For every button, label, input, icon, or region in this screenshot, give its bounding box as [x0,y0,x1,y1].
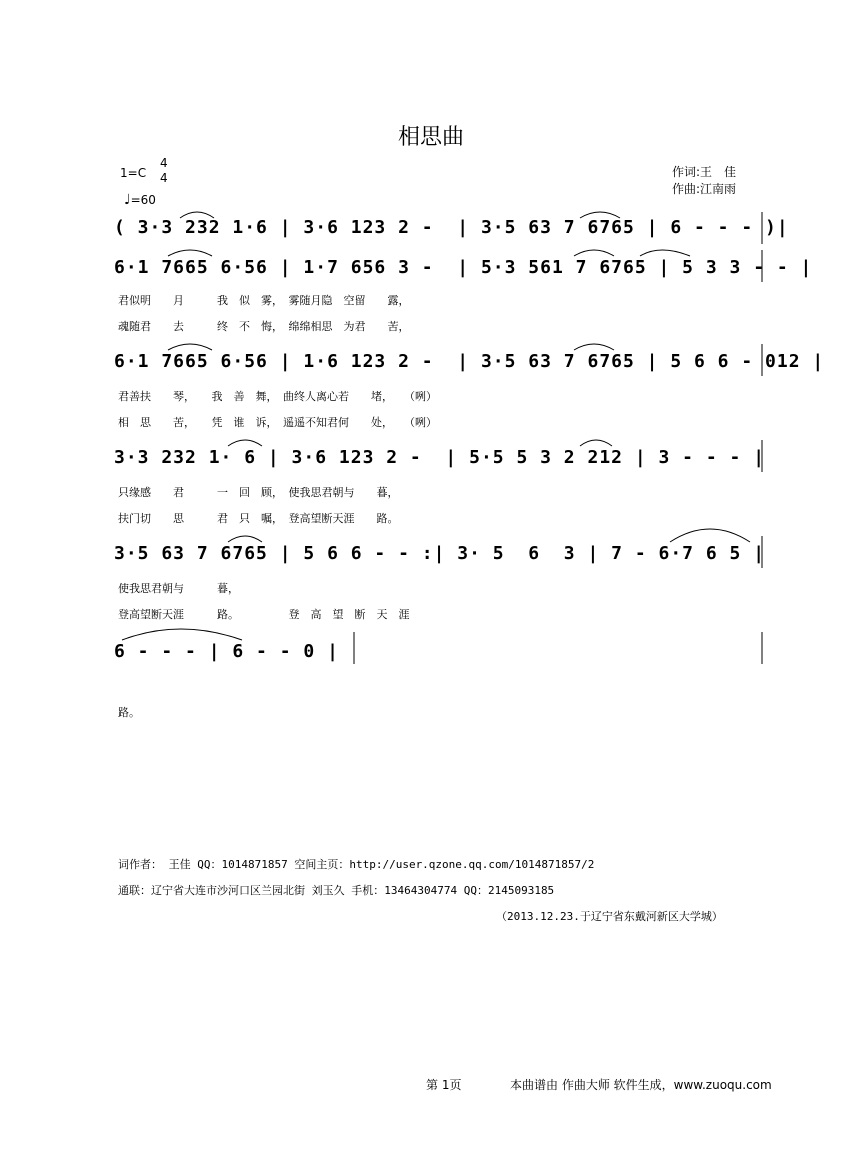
slur-arc [574,344,614,350]
last-lyric: 路。 [118,706,140,719]
song-title: 相思曲 [397,125,464,150]
lyric-verse-2: 相 思 苦， 凭 谁 诉， 遥遥不知君何 处， （咧） [118,416,437,429]
slur-arc [122,629,242,640]
time-bottom: 4 [160,171,168,185]
slur-arc [180,212,214,218]
slur-arc [640,250,690,256]
quarter-note-icon: ♩ [124,192,131,208]
notation-line: 6·1 7665 6·56 | 1·7 656 3 - | 5·3 561 7 6765 | 5 3 3 - - | [114,257,813,278]
notation-line: ( 3·3 232 1·6 | 3·6 123 2 - | 3·5 63 7 6765 | 6 - - - )| [114,217,789,238]
lyricist: 作词:王 佳 [672,165,737,179]
footer-author: 词作者： 王佳 QQ：1014871857 空间主页：http://user.qzone.qq.com/1014871857/2 [118,858,595,871]
tempo-value: =60 [130,193,156,207]
slur-arc [168,344,212,350]
footer-date: （2013.12.23.于辽宁省东戴河新区大学城） [496,910,723,923]
notation-line: 3·3 232 1· 6 | 3·6 123 2 - | 5·5 5 3 2 212 | 3 - - - | [114,447,766,468]
composer: 作曲:江南雨 [672,182,737,196]
generator-note: 本曲谱由 作曲大师 软件生成，www.zuoqu.com [510,1078,772,1092]
lyric-verse-1: 君善扶 琴， 我 善 舞， 曲终人离心若 堵， （咧） [118,390,437,403]
notation-line: 6 - - - | 6 - - 0 | [114,641,339,662]
slur-arc [168,250,212,256]
key-signature: 1=C [120,166,147,180]
notation-line: 6·1 7665 6·56 | 1·6 123 2 - | 3·5 63 7 6765 | 5 6 6 - 012 | [114,351,825,372]
slur-arc [580,212,620,218]
lyric-verse-1: 君似明 月 我 似 雾， 雾随月隐 空留 露， [118,294,410,307]
page-number: 第 1页 [426,1078,462,1092]
slur-arc [580,440,612,446]
lyric-verse-1: 只缘感 君 一 回 顾， 使我思君朝与 暮， [118,486,399,499]
slur-arc [574,250,614,256]
lyric-verse-2: 扶门切 思 君 只 嘱， 登高望断天涯 路。 [118,512,399,525]
notation-line: 3·5 63 7 6765 | 5 6 6 - - :| 3· 5 6 3 | 7 - 6·7 6 5 | [114,543,766,564]
slur-arc [228,440,262,446]
lyric-verse-2: 魂随君 去 终 不 悔， 绵绵相思 为君 苦， [118,320,410,333]
lyric-verse-1: 使我思君朝与 暮， [118,582,239,595]
slur-arc [228,536,262,542]
time-top: 4 [160,156,168,170]
slur-arc [670,529,750,542]
lyric-verse-2: 登高望断天涯 路。 登 高 望 断 天 涯 [118,608,410,621]
footer-contact: 通联：辽宁省大连市沙河口区兰园北街 刘玉久 手机：13464304774 QQ：2145093185 [118,884,555,897]
